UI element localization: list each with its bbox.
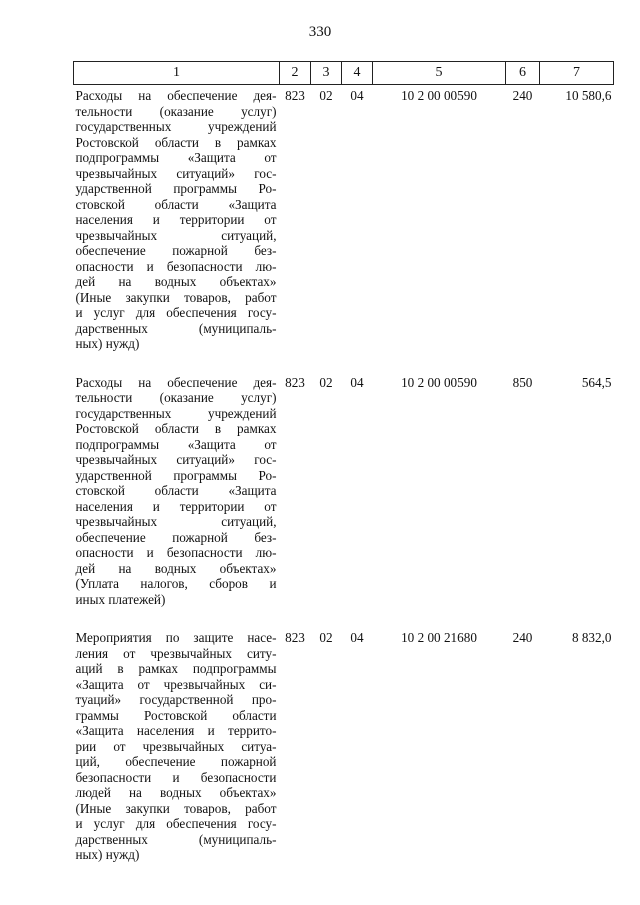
table-header-row	[74, 62, 614, 85]
cell-expense-type: 850	[512, 374, 533, 390]
header-col-4: 4	[342, 62, 373, 85]
cell-section: 02	[319, 374, 333, 390]
header-col-6: 6	[506, 62, 540, 85]
cell-target-article: 10 2 00 21680	[401, 630, 477, 645]
table-row	[74, 85, 614, 372]
row-description-text: Мероприятия по защите насе- ления от чрезвычайных ситу- аций в рамках подпрограммы «Защита от чрезвычайных си- туаций» государственной про- граммы Ростовской области «Защита населения и террито- рии от чрезвычайных ситуа- ций, обеспечение пожарной безопасности и безопасности людей на водных объектах» (Иные закупки товаров, работ и услуг для обеспечения госу- дарственных (муниципаль-	[75, 630, 277, 847]
cell-ministry-code: 823	[285, 374, 305, 390]
budget-table	[73, 61, 614, 883]
row-description	[74, 85, 280, 372]
table-row	[74, 627, 614, 883]
cell-amount: 10 580,6	[565, 88, 612, 103]
cell-target-article: 10 2 00 00590	[401, 374, 477, 390]
cell-expense-type: 240	[512, 88, 533, 103]
header-col-3: 3	[311, 62, 342, 85]
header-col-7: 7	[540, 62, 614, 85]
cell-ministry-code: 823	[285, 630, 305, 645]
page-number: 330	[308, 24, 332, 40]
table-row	[74, 372, 614, 628]
cell-expense-type: 240	[512, 630, 533, 645]
header-col-5: 5	[373, 62, 506, 85]
cell-subsection: 04	[350, 374, 364, 390]
row-description-end: ных) нужд)	[75, 336, 140, 351]
cell-section: 02	[319, 88, 333, 103]
cell-subsection: 04	[350, 630, 364, 645]
cell-amount: 564,5	[581, 374, 612, 390]
row-description-end: ных) нужд)	[75, 847, 140, 862]
row-description	[74, 372, 280, 628]
cell-ministry-code: 823	[285, 88, 305, 103]
header-col-2: 2	[280, 62, 311, 85]
cell-amount: 8 832,0	[571, 630, 612, 645]
row-description-text: Расходы на обеспечение дея- тельности (оказание услуг) государственных учреждений Ростовской области в рамках подпрограммы «Защита от чрезвычайных ситуаций» гос- ударственной программы Ро- стовской области «Защита населения и территории от чрезвычайных ситуаций, обеспечение пожарной без- опасности и безопасности лю- дей на водных объектах» (Иные закупки товаров, работ и услуг для обеспечения госу- дарственных (муниципаль-	[75, 88, 277, 336]
row-description-end: иных платежей)	[75, 591, 166, 607]
cell-target-article: 10 2 00 00590	[401, 88, 477, 103]
header-col-1: 1	[74, 62, 280, 85]
row-description	[74, 627, 280, 883]
cell-subsection: 04	[350, 88, 364, 103]
cell-section: 02	[319, 630, 333, 645]
row-description-text: Расходы на обеспечение дея- тельности (оказание услуг) государственных учреждений Ростовской области в рамках подпрограммы «Защита от чрезвычайных ситуаций» гос- ударственной программы Ро- стовской области «Защита населения и территории от чрезвычайных ситуаций, обеспечение пожарной без- опасности и безопасности лю- дей на водных объектах» (Уплата налогов, сборов и	[75, 374, 277, 591]
